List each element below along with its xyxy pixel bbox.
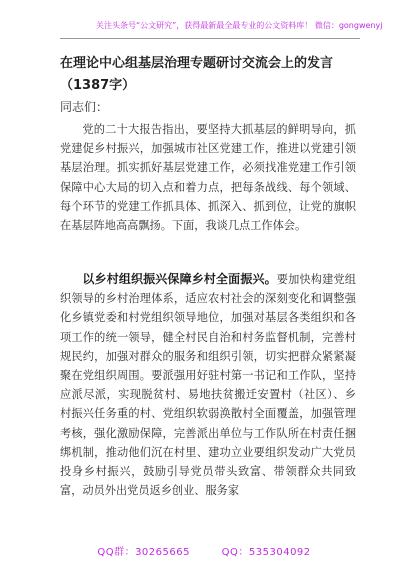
footer-qq-group: QQ群：30265665 <box>97 547 190 558</box>
salutation: 同志们： <box>60 100 109 114</box>
footer <box>0 543 408 558</box>
paragraph-2-lead: 以乡村组织振兴保障乡村全面振兴。 <box>82 272 277 286</box>
footer-qq: QQ：535304092 <box>221 547 311 558</box>
paragraph-1: 党的二十大报告指出，要坚持大抓基层的鲜明导向，抓党建促乡村振兴，加强城市社区党建工作，推进以党建引领基层治理。抓实抓好基层党建工作，必须找准党建工作引领保障中心大局的切入点和着力点，把每条战线、每个领域、每个环节的党建工作抓具体、抓深入、抓到位，让党的旗帜在基层阵地高高飘扬。下面，我谈几点工作体会。 <box>60 123 356 233</box>
header-banner: 关注头条号“公文研究”，获得最新最全最专业的公文资料库！ 微信：gongwenyj <box>96 21 383 30</box>
paragraph-2-body: 要加快构建党组织领导的乡村治理体系，适应农村社会的深刻变化和调整强化乡镇党委和村党组织领导地位，加强对基层各类组织和各项工作的统一领导，健全村民自治和村务监督机制，完善村规民约，加强对群众的服务和组织引领，切实把群众紧紧凝聚在党组织周围。要派强用好驻村第一书记和工作队，坚持应派尽派，实现脱贫村、易地扶贫搬迁安置村（社区）、乡村振兴任务重的村、党组织软弱涣散村全面覆盖，加强管理考核，强化激励保障，完善派出单位与工作队所在村责任捆绑机制，推动他们沉在村里、建功立业要组织发动广大党员投身乡村振兴，鼓励引导党员带头致富、带领群众共同致富，动员外出党员返乡创业、服务家 <box>60 273 356 498</box>
paragraph-2 <box>60 270 356 500</box>
header-divider <box>60 38 360 39</box>
document-title: 在理论中心组基层治理专题研讨交流会上的发言（1387字） <box>60 56 334 93</box>
